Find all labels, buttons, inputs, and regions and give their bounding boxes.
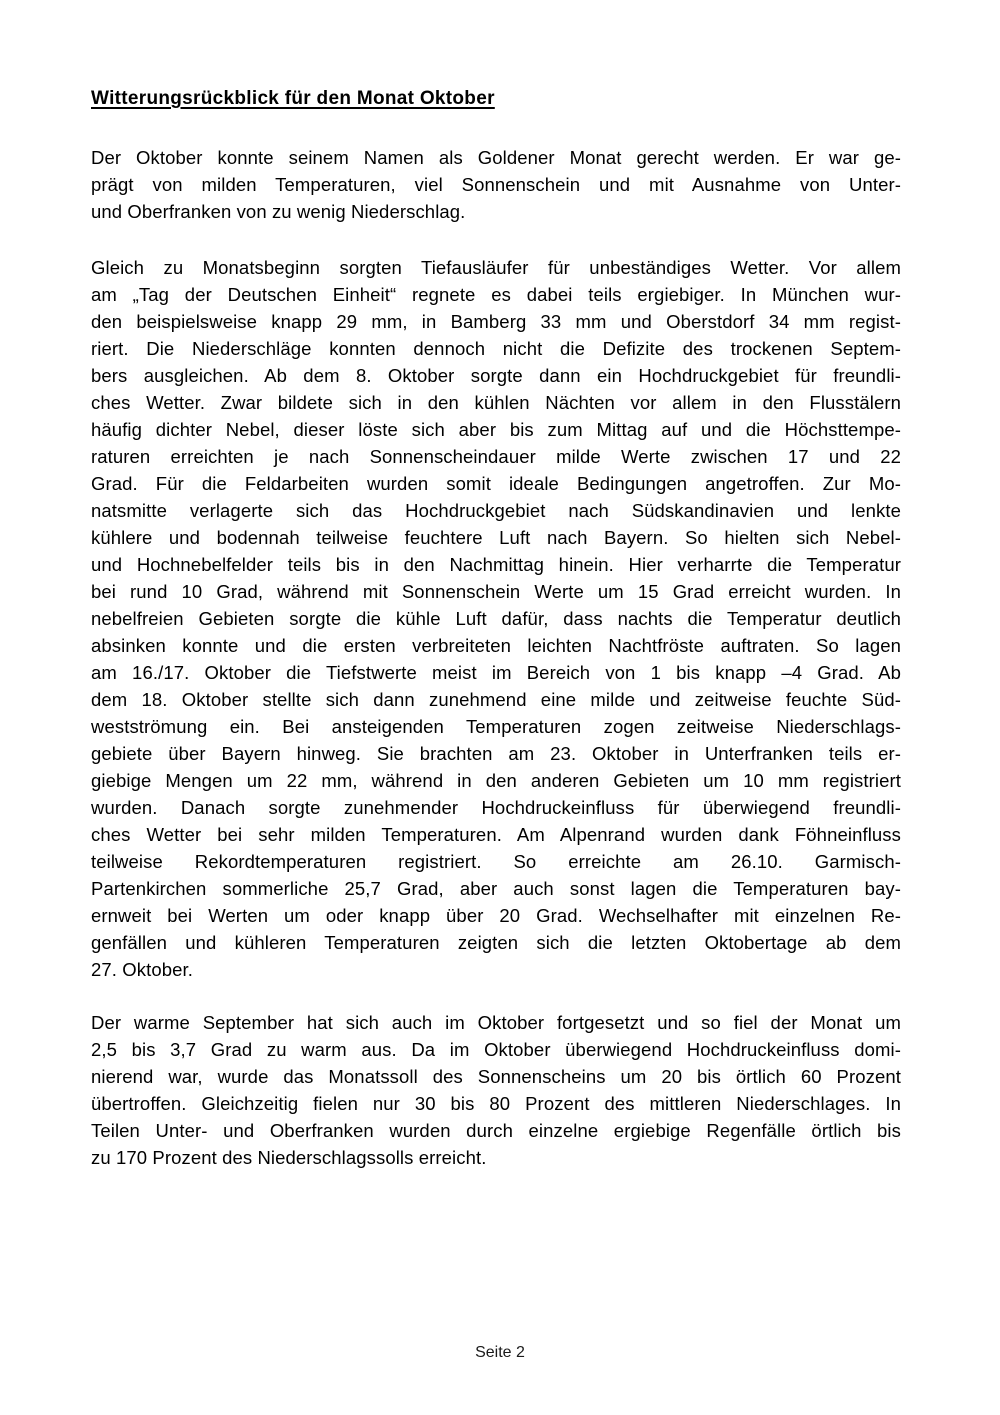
- text-line: übertroffen. Gleichzeitig fielen nur 30 bis 80 Prozent des mittleren Niederschlages. In: [91, 1093, 901, 1114]
- text-line: am 16./17. Oktober die Tiefstwerte meist im Bereich von 1 bis knapp –4 Grad. Ab: [91, 662, 901, 683]
- text-line: gebiete über Bayern hinweg. Sie brachten am 23. Oktober in Unterfranken teils er-: [91, 743, 901, 764]
- text-line: 27. Oktober.: [91, 959, 193, 980]
- text-line: und Oberfranken von zu wenig Niederschlag.: [91, 201, 466, 222]
- paragraph-summary: [91, 1009, 901, 1171]
- text-line: giebige Mengen um 22 mm, während in den anderen Gebieten um 10 mm registriert: [91, 770, 901, 791]
- text-line: genfällen und kühleren Temperaturen zeigten sich die letzten Oktobertage ab dem: [91, 932, 901, 953]
- document-title: Witterungsrückblick für den Monat Oktober: [91, 88, 495, 109]
- text-line: westströmung ein. Bei ansteigenden Temperaturen zogen zeitweise Niederschlags-: [91, 716, 901, 737]
- text-line: Grad. Für die Feldarbeiten wurden somit ideale Bedingungen angetroffen. Zur Mo-: [91, 473, 901, 494]
- text-line: Der Oktober konnte seinem Namen als Goldener Monat gerecht werden. Er war ge-: [91, 147, 901, 168]
- text-line: Der warme September hat sich auch im Oktober fortgesetzt und so fiel der Monat um: [91, 1012, 901, 1033]
- text-line: dem 18. Oktober stellte sich dann zunehmend eine milde und zeitweise feuchte Süd-: [91, 689, 901, 710]
- paragraph-weather-detail: [91, 254, 901, 983]
- text-line: 2,5 bis 3,7 Grad zu warm aus. Da im Oktober überwiegend Hochdruckeinfluss domi-: [91, 1039, 901, 1060]
- text-line: teilweise Rekordtemperaturen registriert. So erreichte am 26.10. Garmisch-: [91, 851, 901, 872]
- text-line: bers ausgleichen. Ab dem 8. Oktober sorgte dann ein Hochdruckgebiet für freundli-: [91, 365, 901, 386]
- text-line: riert. Die Niederschläge konnten dennoch nicht die Defizite des trockenen Septem-: [91, 338, 901, 359]
- text-line: am „Tag der Deutschen Einheit“ regnete es dabei teils ergiebiger. In München wur-: [91, 284, 901, 305]
- text-line: absinken konnte und die ersten verbreiteten leichten Nachtfröste auftraten. So lagen: [91, 635, 901, 656]
- text-line: prägt von milden Temperaturen, viel Sonnenschein und mit Ausnahme von Unter-: [91, 174, 901, 195]
- text-line: Gleich zu Monatsbeginn sorgten Tiefausläufer für unbeständiges Wetter. Vor allem: [91, 257, 901, 278]
- paragraph-intro: [91, 144, 901, 225]
- text-line: nebelfreien Gebieten sorgte die kühle Luft dafür, dass nachts die Temperatur deutlich: [91, 608, 901, 629]
- text-line: nierend war, wurde das Monatssoll des Sonnenscheins um 20 bis örtlich 60 Prozent: [91, 1066, 901, 1087]
- text-line: ernweit bei Werten um oder knapp über 20 Grad. Wechselhafter mit einzelnen Re-: [91, 905, 901, 926]
- text-line: wurden. Danach sorgte zunehmender Hochdruckeinfluss für überwiegend freundli-: [91, 797, 901, 818]
- text-line: natsmitte verlagerte sich das Hochdruckgebiet nach Südskandinavien und lenkte: [91, 500, 901, 521]
- text-line: den beispielsweise knapp 29 mm, in Bamberg 33 mm und Oberstdorf 34 mm regist-: [91, 311, 901, 332]
- text-line: kühlere und bodennah teilweise feuchtere Luft nach Bayern. So hielten sich Nebel-: [91, 527, 901, 548]
- page-number: Seite 2: [475, 1344, 525, 1361]
- text-line: zu 170 Prozent des Niederschlagssolls erreicht.: [91, 1147, 487, 1168]
- text-line: ches Wetter bei sehr milden Temperaturen. Am Alpenrand wurden dank Föhneinfluss: [91, 824, 901, 845]
- text-line: häufig dichter Nebel, dieser löste sich aber bis zum Mittag auf und die Höchsttempe-: [91, 419, 901, 440]
- text-line: bei rund 10 Grad, während mit Sonnenschein Werte um 15 Grad erreicht wurden. In: [91, 581, 901, 602]
- text-line: Partenkirchen sommerliche 25,7 Grad, aber auch sonst lagen die Temperaturen bay-: [91, 878, 901, 899]
- text-line: Teilen Unter- und Oberfranken wurden durch einzelne ergiebige Regenfälle örtlich bis: [91, 1120, 901, 1141]
- text-line: ches Wetter. Zwar bildete sich in den kühlen Nächten vor allem in den Flusstälern: [91, 392, 901, 413]
- text-line: und Hochnebelfelder teils bis in den Nachmittag hinein. Hier verharrte die Temperatur: [91, 554, 901, 575]
- text-line: raturen erreichten je nach Sonnenscheindauer milde Werte zwischen 17 und 22: [91, 446, 901, 467]
